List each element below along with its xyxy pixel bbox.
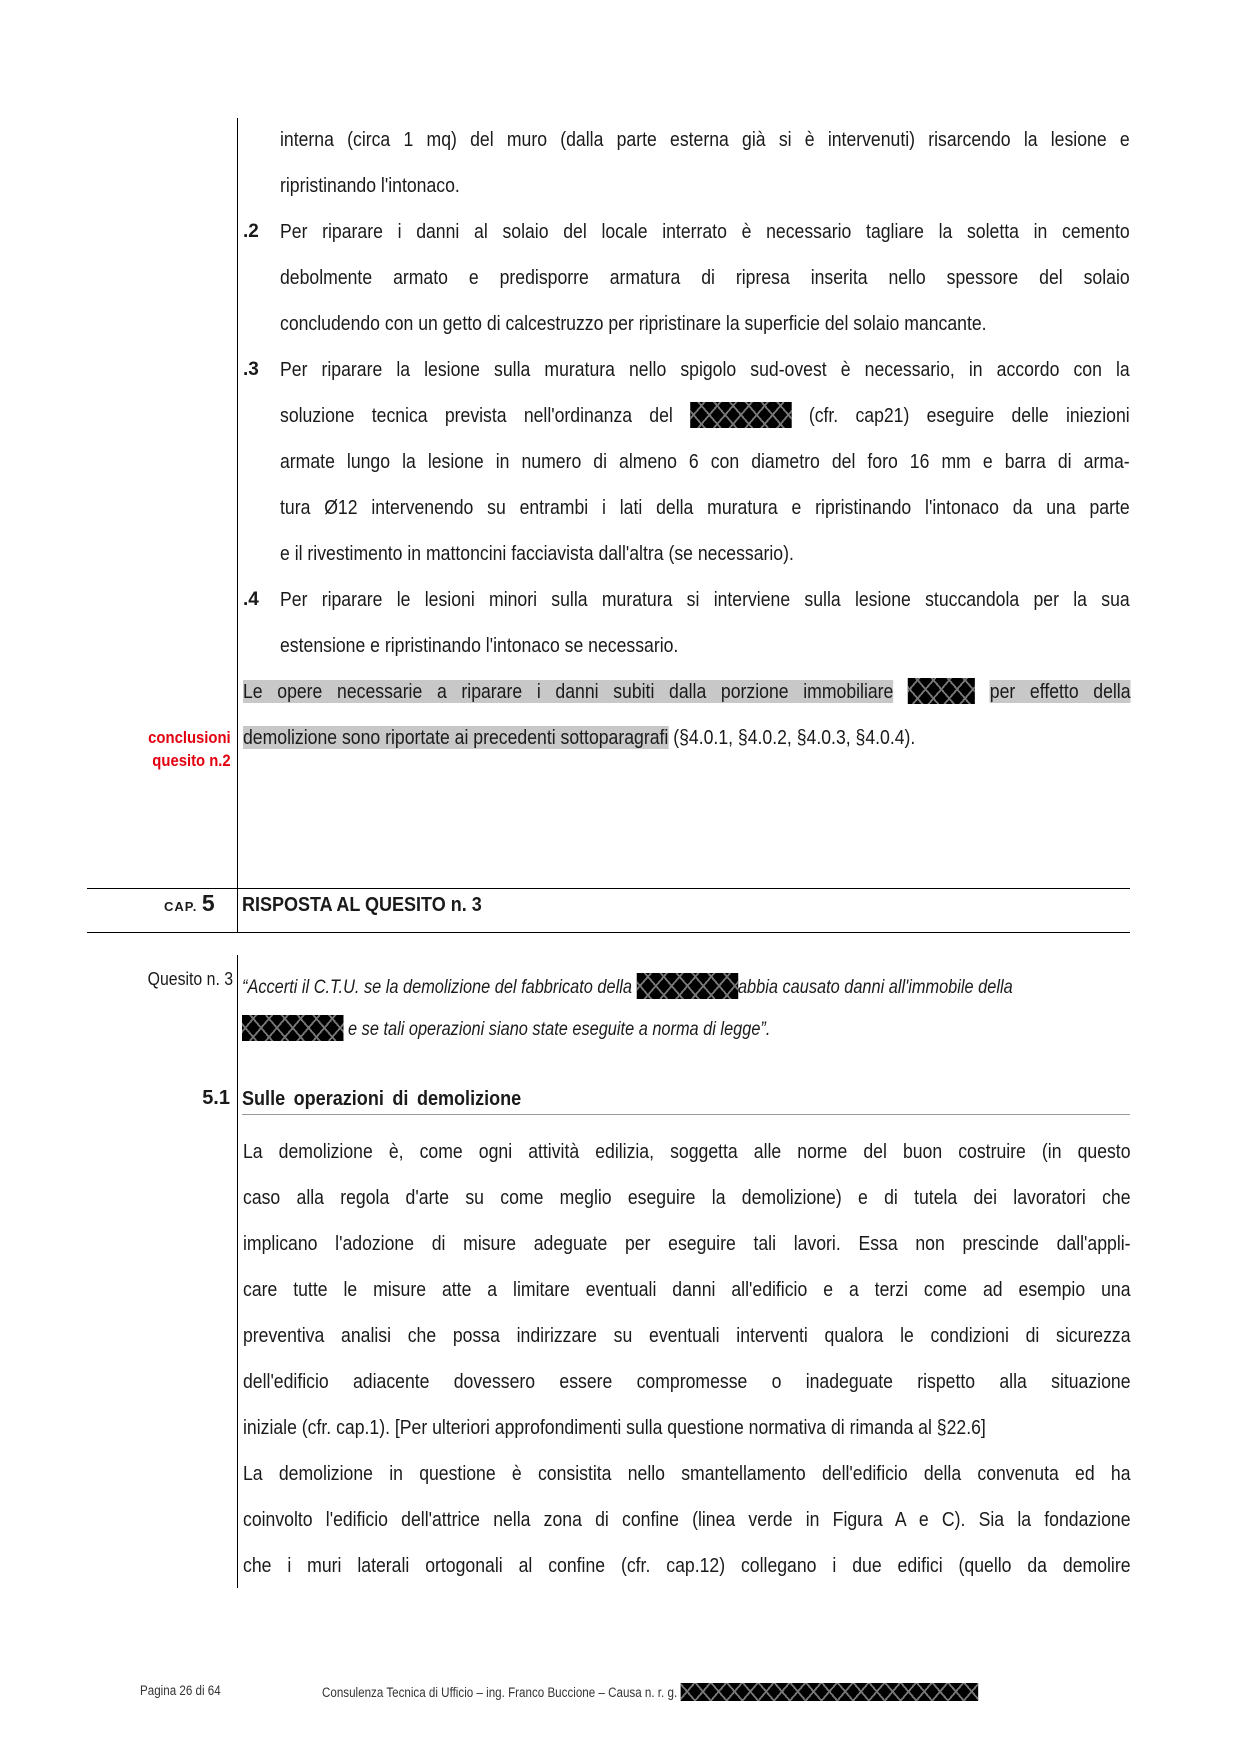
quesito-quote-line	[242, 1009, 770, 1051]
side-label-line: quesito n.2	[152, 752, 231, 770]
body-line: Per riparare le lesioni minori sulla muratura si interviene sulla lesione stuccandola per la sua	[280, 588, 1130, 611]
chapter-label	[164, 890, 215, 917]
redaction-block	[908, 678, 975, 704]
body-line: iniziale (cfr. cap.1). [Per ulteriori approfondimenti sulla questione normativa di rimanda al §22.6]	[243, 1416, 986, 1439]
body-line: preventiva analisi che possa indirizzare su eventuali interventi qualora le condizioni di sicurezza	[243, 1324, 1131, 1347]
body-line: Per riparare la lesione sulla muratura nello spigolo sud-ovest è necessario, in accordo con la	[280, 358, 1130, 381]
text-segment: abbia causato danni all'immobile della	[737, 977, 1013, 998]
section-number: 5.1	[202, 1087, 230, 1109]
body-line: Per riparare i danni al solaio del locale interrato è necessario tagliare la soletta in cemento	[280, 220, 1130, 243]
section-title-rule	[242, 1114, 1130, 1115]
body-line: concludendo con un getto di calcestruzzo per ripristinare la superficie del solaio mancante.	[280, 312, 987, 335]
body-line: estensione e ripristinando l'intonaco se necessario.	[280, 634, 679, 657]
text-segment: Consulenza Tecnica di Ufficio – ing. Franco Buccione – Causa n. r. g.	[322, 1685, 678, 1700]
text-segment: e se tali operazioni siano state eseguite a norma di legge”.	[348, 1019, 771, 1040]
body-line: interna (circa 1 mq) del muro (dalla parte esterna già si è intervenuti) risarcendo la lesione e	[280, 128, 1130, 151]
conclusion-side-label	[148, 727, 231, 773]
item-number: .2	[243, 221, 259, 242]
chapter-number: 5	[201, 890, 215, 916]
quesito-label: Quesito n. 3	[147, 969, 233, 989]
redaction-block	[690, 402, 791, 428]
body-line: e il rivestimento in mattoncini facciavista dall'altra (se necessario).	[280, 542, 794, 565]
highlight-text: Le opere necessarie a riparare i danni subiti dalla porzione immobiliare	[243, 680, 894, 703]
conclusion-line	[243, 715, 1131, 761]
body-line: caso alla regola d'arte su come meglio eseguire la demolizione) e di tutela dei lavoratori che	[243, 1186, 1131, 1209]
redaction-block	[636, 973, 737, 999]
chapter-rule-top	[87, 888, 1130, 889]
cap-abbrev: CAP.	[164, 899, 198, 914]
item-number: .4	[243, 589, 259, 610]
margin-rule-bottom	[237, 955, 238, 1588]
redaction-block	[242, 1015, 343, 1041]
text-segment: (cfr. cap21) eseguire delle iniezioni	[808, 404, 1130, 427]
item-number: .3	[243, 359, 259, 380]
body-line: implicano l'adozione di misure adeguate per eseguire tali lavori. Essa non prescinde dall'appli-	[243, 1232, 1131, 1255]
body-line: La demolizione in questione è consistita nello smantellamento dell'edificio della convenuta ed ha	[243, 1462, 1131, 1485]
redaction-block	[680, 1683, 978, 1701]
conclusion-line	[243, 669, 1131, 715]
body-line: La demolizione è, come ogni attività edilizia, soggetta alle norme del buon costruire (in questo	[243, 1140, 1131, 1163]
highlight-text: per effetto della	[989, 680, 1131, 703]
chapter-title: RISPOSTA AL QUESITO n. 3	[242, 894, 482, 916]
body-line	[280, 393, 1130, 439]
quesito-quote-line	[242, 967, 1013, 1009]
chapter-rule-bottom	[87, 932, 1130, 933]
highlight-text: demolizione sono riportate ai precedenti sottoparagrafi	[243, 726, 669, 749]
margin-rule-middle	[237, 889, 238, 933]
margin-rule-top	[237, 118, 238, 888]
page-number: Pagina 26 di 64	[140, 1683, 221, 1698]
body-line: dell'edificio adiacente dovessero essere compromesse o inadeguate rispetto alla situazione	[243, 1370, 1131, 1393]
body-line: coinvolto l'edificio dell'attrice nella zona di confine (linea verde in Figura A e C). Sia la fondazione	[243, 1508, 1131, 1531]
text-segment: (§4.0.1, §4.0.2, §4.0.3, §4.0.4).	[668, 726, 916, 749]
side-label-line: conclusioni	[148, 729, 231, 747]
body-line: tura Ø12 intervenendo su entrambi i lati della muratura e ripristinando l'intonaco da una parte	[280, 496, 1130, 519]
footer-text	[322, 1683, 978, 1701]
body-line: armate lungo la lesione in numero di almeno 6 con diametro del foro 16 mm e barra di arma-	[280, 450, 1130, 473]
body-line: care tutte le misure atte a limitare eventuali danni all'edificio e a terzi come ad esempio una	[243, 1278, 1131, 1301]
body-line: che i muri laterali ortogonali al confine (cfr. cap.12) collegano i due edifici (quello da demolire	[243, 1554, 1131, 1577]
body-line: debolmente armato e predisporre armatura di ripresa inserita nello spessore del solaio	[280, 266, 1130, 289]
text-segment: soluzione tecnica prevista nell'ordinanza del	[280, 404, 673, 427]
text-segment: “Accerti il C.T.U. se la demolizione del fabbricato della	[242, 977, 632, 998]
section-title: Sulle operazioni di demolizione	[242, 1087, 522, 1110]
body-line: ripristinando l'intonaco.	[280, 174, 460, 197]
